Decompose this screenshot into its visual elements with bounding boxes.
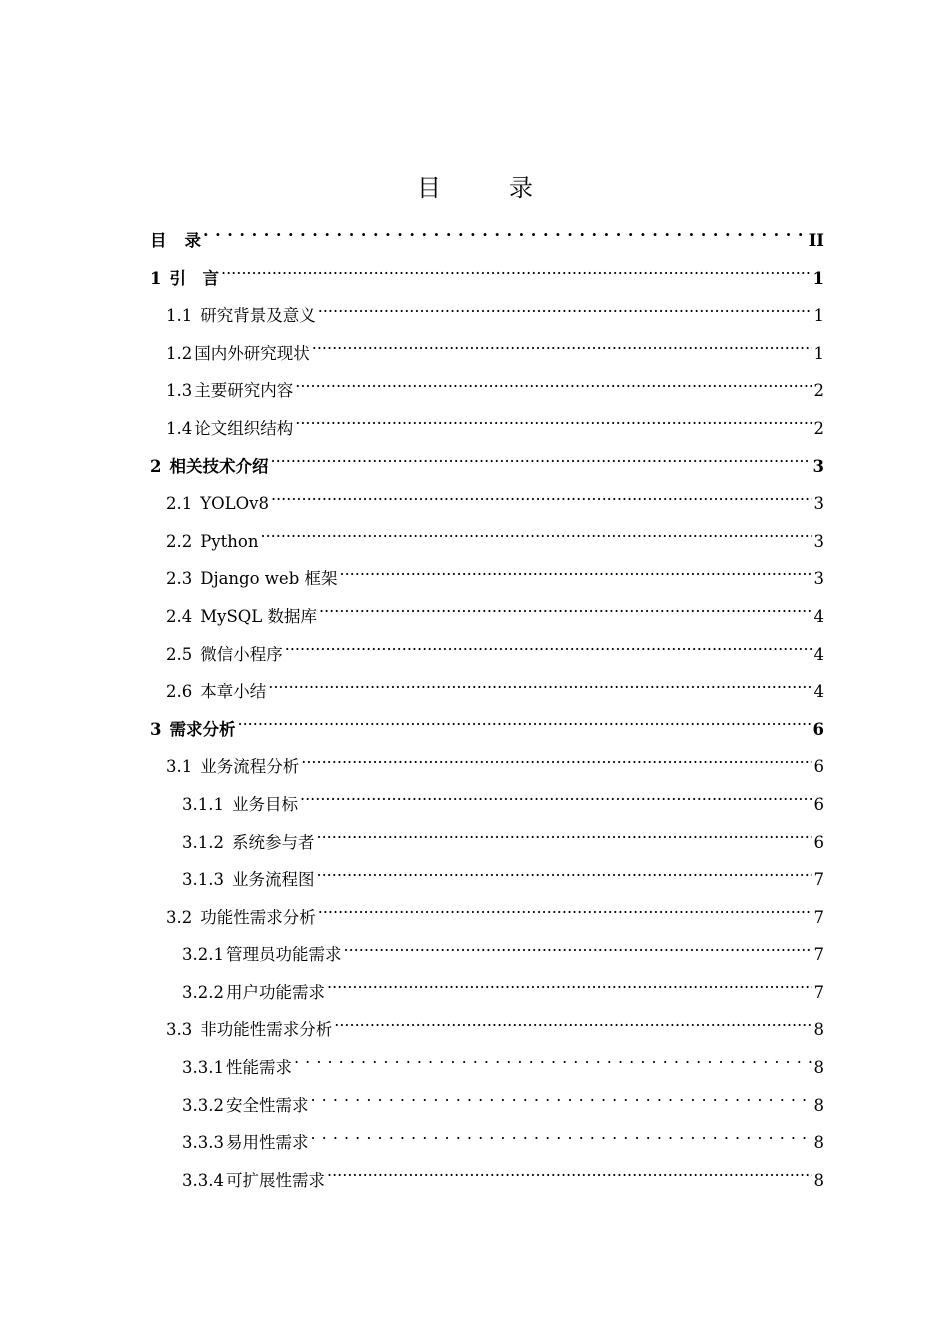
toc-entry-page-number: 4 <box>813 682 824 702</box>
dot-leader <box>285 643 812 660</box>
toc-entry-page-number: 2 <box>813 418 824 438</box>
toc-entry-title: 易用性需求 <box>225 1133 309 1153</box>
dot-leader <box>301 756 811 773</box>
toc-entry-page-number: 4 <box>813 606 824 626</box>
dot-leader <box>318 906 812 923</box>
toc-entry-title: 国内外研究现状 <box>194 343 310 363</box>
toc-entry-number: 1 <box>150 268 162 288</box>
toc-entry-number: 1.2 <box>166 343 193 363</box>
toc-entry-page-number: 2 <box>813 381 824 401</box>
dot-leader <box>221 267 811 284</box>
toc-entry-number: 2.3 <box>166 569 193 589</box>
toc-entry-page-number: 4 <box>813 644 824 664</box>
dot-leader <box>270 455 810 472</box>
toc-entry[interactable] <box>150 974 824 1012</box>
toc-entry[interactable] <box>150 372 824 410</box>
toc-entry-number: 1.1 <box>166 306 193 326</box>
toc-entry-number: 3.1.1 <box>182 794 224 814</box>
toc-entry-title: 研究背景及意义 <box>200 306 316 326</box>
toc-entry-number: 3.3 <box>166 1020 193 1040</box>
toc-entry-number: 2.5 <box>166 644 193 664</box>
toc-entry-page-number: 6 <box>812 719 824 739</box>
dot-leader <box>316 831 811 848</box>
toc-entry-number: 3.1.3 <box>182 870 224 890</box>
toc-entry[interactable] <box>150 824 824 862</box>
toc-entry-page-number: 6 <box>813 757 824 777</box>
toc-entry-page-number: 1 <box>813 306 824 326</box>
toc-entry-number: 2 <box>150 456 162 476</box>
toc-entry[interactable] <box>150 636 824 674</box>
toc-entry-page-number: 1 <box>812 268 824 288</box>
toc-entry-page-number: 7 <box>813 870 824 890</box>
dot-leader <box>271 493 812 510</box>
toc-entry[interactable] <box>150 1162 824 1200</box>
toc-entry[interactable] <box>150 1049 824 1087</box>
dot-leader <box>343 944 811 961</box>
toc-entry[interactable] <box>150 711 824 749</box>
toc-entry-title: 业务目标 <box>231 794 298 814</box>
toc-entry-page-number: 7 <box>813 945 824 965</box>
toc-entry-title: 引 言 <box>169 268 219 288</box>
dot-leader <box>340 568 812 585</box>
toc-entry-number: 3.1 <box>166 757 193 777</box>
toc-entry[interactable] <box>150 1124 824 1162</box>
toc-entry-title: 录 <box>184 231 201 250</box>
dot-leader <box>334 1019 811 1036</box>
toc-entry-page-number: 8 <box>813 1095 824 1115</box>
toc-entry-page-number: 6 <box>813 794 824 814</box>
toc-entry-page-number: 7 <box>813 982 824 1002</box>
toc-entry-number: 3.3.3 <box>182 1133 224 1153</box>
toc-entry[interactable] <box>150 861 824 899</box>
toc-entry-title: MySQL 数据库 <box>200 606 317 626</box>
toc-entry-number: 3 <box>150 719 162 739</box>
toc-entry-number: 3.2.1 <box>182 945 224 965</box>
toc-entry-page-number: 8 <box>813 1133 824 1153</box>
toc-entry-title: Python <box>200 531 259 551</box>
toc-entry-title: YOLOv8 <box>200 494 269 514</box>
toc-entry-number: 3.3.2 <box>182 1095 224 1115</box>
dot-leader <box>312 342 812 359</box>
page-title: 目 录 <box>417 174 555 202</box>
toc-entry-number: 2.2 <box>166 531 193 551</box>
toc-entry-title: 本章小结 <box>200 682 267 702</box>
dot-leader <box>294 1057 812 1074</box>
toc-entry[interactable] <box>150 673 824 711</box>
toc-entry-page-number: 1 <box>813 343 824 363</box>
toc-entry[interactable] <box>150 1087 824 1125</box>
toc-entry[interactable] <box>150 748 824 786</box>
dot-leader <box>310 1094 811 1111</box>
toc-entry-number: 2.1 <box>166 494 193 514</box>
toc-entry-page-number: 6 <box>813 832 824 852</box>
toc-entry-title: Django web 框架 <box>200 569 338 589</box>
toc-entry-page-number: 3 <box>813 531 824 551</box>
toc-entry-title: 相关技术介绍 <box>169 456 269 476</box>
table-of-contents <box>150 222 824 1199</box>
toc-entry-page-number: 3 <box>813 494 824 514</box>
toc-entry[interactable] <box>150 598 824 636</box>
toc-entry-title: 安全性需求 <box>225 1095 309 1115</box>
toc-entry-page-number: 8 <box>813 1058 824 1078</box>
toc-entry-title: 业务流程图 <box>231 870 315 890</box>
dot-leader <box>203 230 807 247</box>
toc-entry[interactable] <box>150 936 824 974</box>
toc-entry-title: 用户功能需求 <box>225 982 325 1002</box>
toc-entry-page-number: 3 <box>813 569 824 589</box>
toc-entry-number: 2.4 <box>166 606 193 626</box>
toc-entry-title: 业务流程分析 <box>200 757 300 777</box>
toc-entry[interactable] <box>150 786 824 824</box>
toc-entry-title: 需求分析 <box>169 719 236 739</box>
toc-entry-title: 主要研究内容 <box>194 381 294 401</box>
toc-entry-page-number: 8 <box>813 1170 824 1190</box>
dot-leader <box>261 530 812 547</box>
toc-entry[interactable] <box>150 448 824 486</box>
toc-entry[interactable] <box>150 297 824 335</box>
toc-entry-title: 系统参与者 <box>231 832 315 852</box>
toc-entry[interactable] <box>150 523 824 561</box>
toc-entry-number: 3.2 <box>166 907 193 927</box>
toc-entry-title: 微信小程序 <box>200 644 283 664</box>
toc-entry-number: 3.3.1 <box>182 1058 224 1078</box>
toc-entry[interactable] <box>150 899 824 937</box>
dot-leader <box>237 718 810 735</box>
dot-leader <box>316 869 811 886</box>
toc-entry[interactable] <box>150 560 824 598</box>
toc-entry-number: 3.2.2 <box>182 982 224 1002</box>
toc-entry[interactable] <box>150 1011 824 1049</box>
toc-entry-number: 目 <box>150 231 167 250</box>
toc-entry-title: 性能需求 <box>225 1058 292 1078</box>
toc-entry-title: 非功能性需求分析 <box>200 1020 333 1040</box>
dot-leader <box>327 981 812 998</box>
toc-entry-number: 1.3 <box>166 381 193 401</box>
toc-entry-page-number: 3 <box>812 456 824 476</box>
toc-entry[interactable] <box>150 485 824 523</box>
toc-entry-title: 可扩展性需求 <box>225 1170 325 1190</box>
toc-entry-title: 管理员功能需求 <box>225 945 342 965</box>
toc-entry-number: 3.1.2 <box>182 832 224 852</box>
dot-leader <box>300 793 812 810</box>
toc-entry-title: 功能性需求分析 <box>200 907 316 927</box>
toc-entry-number: 2.6 <box>166 682 193 702</box>
dot-leader <box>295 380 811 397</box>
dot-leader <box>319 605 812 622</box>
toc-entry-title: 论文组织结构 <box>194 418 294 438</box>
toc-entry-number: 1.4 <box>166 418 193 438</box>
toc-entry[interactable] <box>150 410 824 448</box>
toc-entry[interactable] <box>150 335 824 373</box>
toc-entry-page-number: 8 <box>813 1020 824 1040</box>
toc-entry[interactable] <box>150 260 824 298</box>
toc-entry[interactable] <box>150 222 824 260</box>
dot-leader <box>295 417 811 434</box>
dot-leader <box>268 681 811 698</box>
dot-leader <box>318 305 812 322</box>
dot-leader <box>327 1169 812 1186</box>
toc-entry-number: 3.3.4 <box>182 1170 224 1190</box>
toc-entry-page-number: II <box>808 231 824 250</box>
toc-entry-page-number: 7 <box>813 907 824 927</box>
dot-leader <box>310 1132 811 1149</box>
